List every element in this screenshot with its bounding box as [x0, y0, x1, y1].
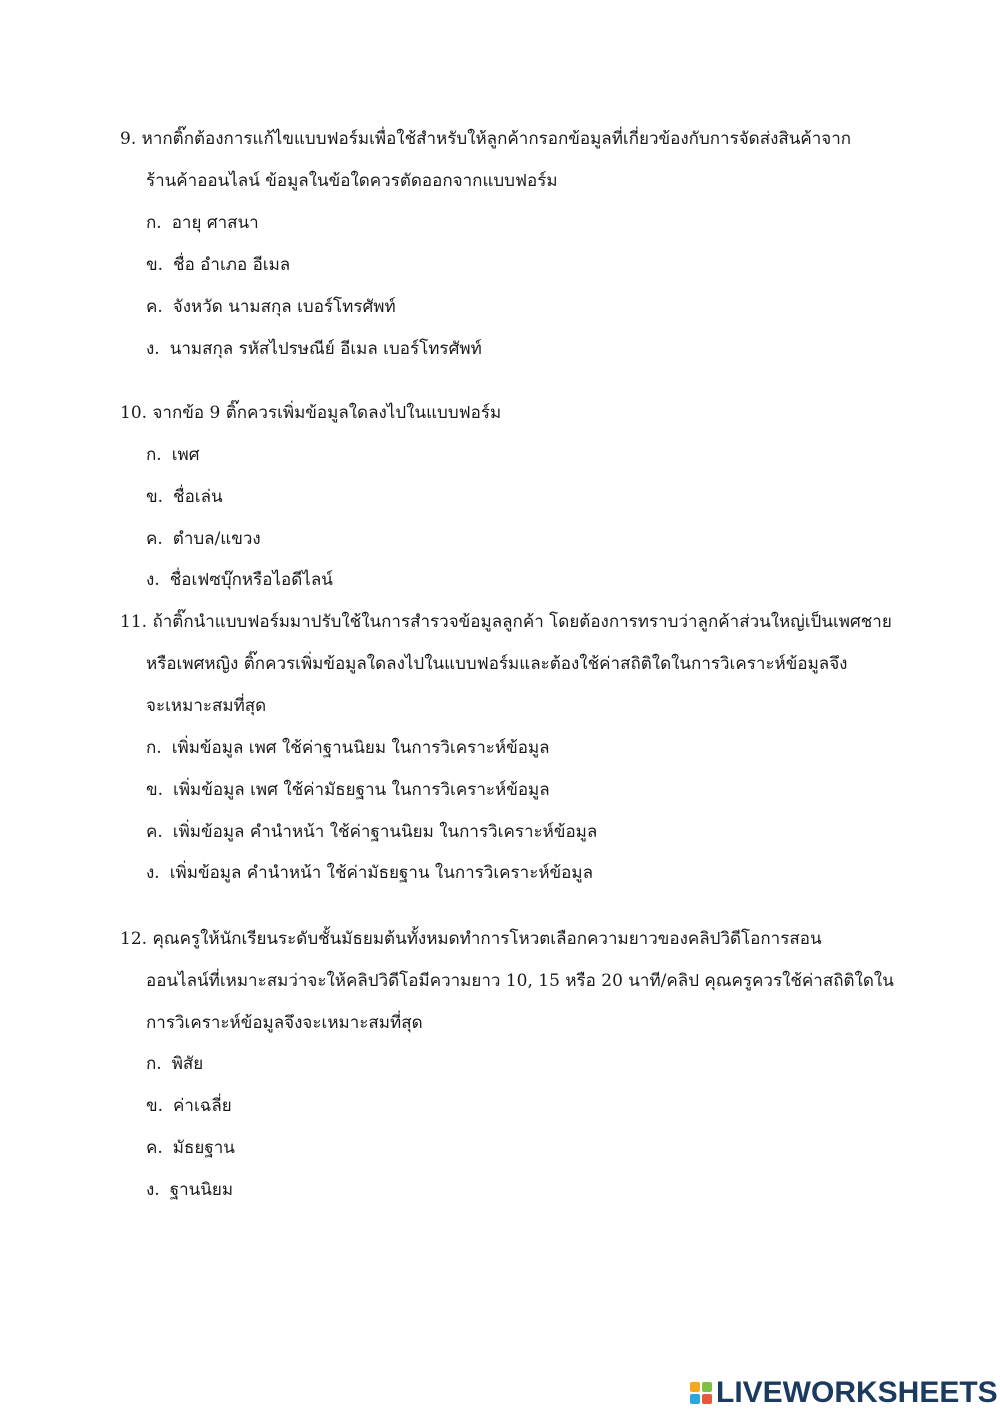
question-11-line-3: จะเหมาะสมที่สุด [146, 696, 267, 716]
question-9-option-d [146, 338, 482, 360]
question-9-option-a [146, 212, 259, 234]
question-11-option-d [146, 862, 593, 884]
option-letter: ค. [146, 297, 163, 317]
question-10-option-b [146, 486, 223, 508]
option-text: ชื่อเล่น [173, 487, 223, 507]
question-10-option-d [146, 569, 333, 591]
question-11-line-1: 11. ถ้าติ๊กนำแบบฟอร์มมาปรับใช้ในการสำรวจข้อมูลลูกค้า โดยต้องการทราบว่าลูกค้าส่วนใหญ่เป็นเพศชาย [120, 612, 892, 632]
option-text: เพิ่มข้อมูล คำนำหน้า ใช้ค่าฐานนิยม ในการวิเคราะห์ข้อมูล [172, 822, 598, 842]
question-12-option-a [146, 1053, 203, 1075]
option-text: จังหวัด นามสกุล เบอร์โทรศัพท์ [172, 297, 396, 317]
option-letter: ข. [146, 487, 164, 507]
question-12-line-1: 12. คุณครูให้นักเรียนระดับชั้นมัธยมต้นทั้งหมดทำการโหวตเลือกความยาวของคลิปวิดีโอการสอน [120, 929, 822, 949]
option-text: นามสกุล รหัสไปรษณีย์ อีเมล เบอร์โทรศัพท์ [169, 339, 482, 359]
question-12-option-d [146, 1179, 233, 1201]
option-letter: ข. [146, 1096, 164, 1116]
logo-block-icon [690, 1394, 700, 1404]
option-text: พิสัย [171, 1054, 204, 1074]
liveworksheets-logo [690, 1376, 998, 1410]
option-text: ชื่อ อำเภอ อีเมล [173, 255, 291, 275]
option-letter: ง. [146, 1180, 160, 1200]
option-letter: ข. [146, 780, 164, 800]
logo-block-icon [690, 1382, 700, 1392]
option-text: มัธยฐาน [172, 1138, 235, 1158]
option-text: เพิ่มข้อมูล เพศ ใช้ค่าฐานนิยม ในการวิเคราะห์ข้อมูล [171, 738, 550, 758]
option-letter: ค. [146, 529, 163, 549]
option-letter: ง. [146, 570, 160, 590]
question-10-option-c [146, 528, 261, 550]
logo-blocks-icon [690, 1382, 712, 1404]
logo-block-icon [702, 1394, 712, 1404]
option-letter: ก. [146, 738, 162, 758]
option-letter: ข. [146, 255, 164, 275]
question-12-option-c [146, 1137, 235, 1159]
question-9-option-b [146, 254, 290, 276]
option-letter: ค. [146, 822, 163, 842]
option-text: ชื่อเฟซบุ๊กหรือไอดีไลน์ [169, 570, 333, 590]
question-10-option-a [146, 444, 200, 466]
question-9-line-2: ร้านค้าออนไลน์ ข้อมูลในข้อใดควรตัดออกจากแบบฟอร์ม [146, 171, 558, 191]
option-letter: ง. [146, 339, 160, 359]
option-text: เพิ่มข้อมูล คำนำหน้า ใช้ค่ามัธยฐาน ในการวิเคราะห์ข้อมูล [169, 863, 594, 883]
question-12-line-3: การวิเคราะห์ข้อมูลจึงจะเหมาะสมที่สุด [146, 1013, 423, 1033]
question-12-line-2: ออนไลน์ที่เหมาะสมว่าจะให้คลิปวิดีโอมีความยาว 10, 15 หรือ 20 นาที/คลิป คุณครูควรใช้ค่าสถิติใดใน [146, 971, 894, 991]
option-text: ตำบล/แขวง [172, 529, 261, 549]
question-11-option-b [146, 779, 550, 801]
question-9-line-1: 9. หากติ๊กต้องการแก้ไขแบบฟอร์มเพื่อใช้สำหรับให้ลูกค้ากรอกข้อมูลที่เกี่ยวข้องกับการจัดส่งสินค้าจาก [120, 129, 852, 149]
option-text: ค่าเฉลี่ย [173, 1096, 232, 1116]
question-9-option-c [146, 296, 396, 318]
option-text: เพิ่มข้อมูล เพศ ใช้ค่ามัธยฐาน ในการวิเคราะห์ข้อมูล [173, 780, 550, 800]
question-11-option-a [146, 737, 550, 759]
option-text: ฐานนิยม [169, 1180, 234, 1200]
question-12-option-b [146, 1095, 232, 1117]
option-letter: ค. [146, 1138, 163, 1158]
option-text: อายุ ศาสนา [171, 213, 259, 233]
question-10-line-1: 10. จากข้อ 9 ติ๊กควรเพิ่มข้อมูลใดลงไปในแบบฟอร์ม [120, 403, 502, 423]
option-letter: ก. [146, 445, 162, 465]
option-letter: ก. [146, 213, 162, 233]
option-letter: ง. [146, 863, 160, 883]
option-letter: ก. [146, 1054, 162, 1074]
question-11-option-c [146, 821, 597, 843]
logo-block-icon [702, 1382, 712, 1392]
logo-text: LIVEWORKSHEETS [716, 1376, 998, 1409]
option-text: เพศ [171, 445, 200, 465]
question-11-line-2: หรือเพศหญิง ติ๊กควรเพิ่มข้อมูลใดลงไปในแบบฟอร์มและต้องใช้ค่าสถิติใดในการวิเคราะห์ข้อมูลจึง [146, 654, 848, 674]
